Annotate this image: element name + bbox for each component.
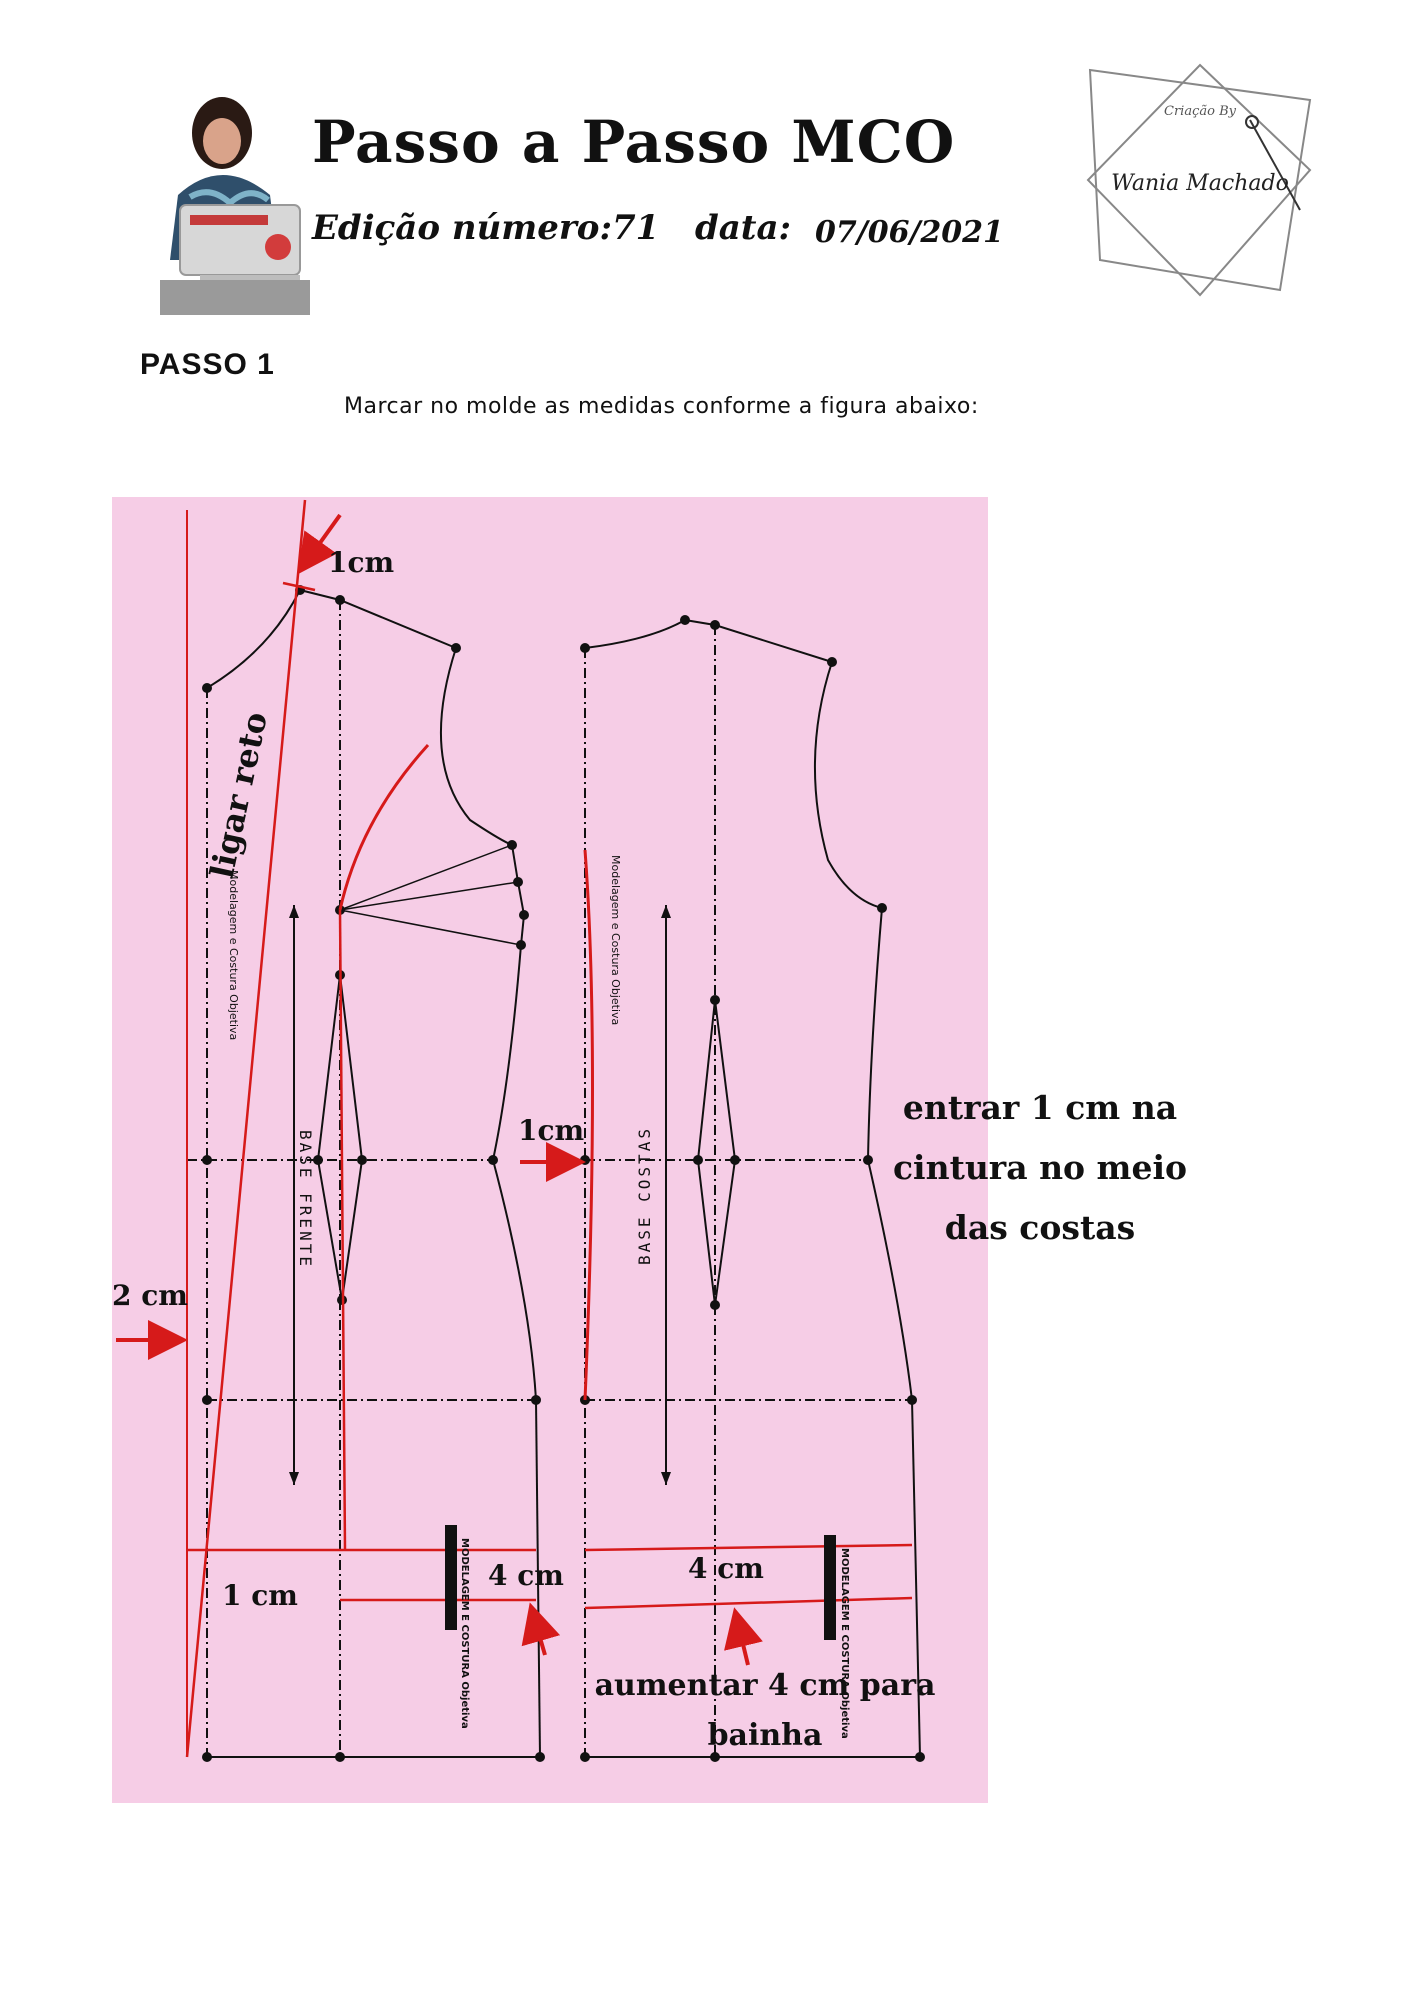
label-bottom-1cm: 1 cm [222,1579,298,1612]
ruler-front [445,1525,457,1630]
step-instruction: Marcar no molde as medidas conforme a figura abaixo: [344,394,979,419]
edition-number: 71 [612,208,660,248]
ruler-back [824,1535,836,1640]
date-value: 07/06/2021 [815,215,1004,250]
front-piece-label: BASE FRENTE [296,1130,315,1269]
edition-label: Edição número: [312,208,613,248]
label-waist-back-1cm: 1cm [518,1114,585,1147]
front-side-seam [493,945,536,1400]
back-neckline [585,620,685,648]
date-label: data: [695,208,792,248]
side-note-line-3: das costas [944,1208,1136,1247]
arrow-hem-back [736,1615,748,1665]
logo-top-text: Criação By [1164,104,1236,119]
back-armhole [815,662,882,908]
label-hem-front-4cm: 4 cm [488,1559,564,1592]
page-title: Passo a Passo MCO [312,108,956,176]
label-shoulder-1cm: 1cm [328,546,395,579]
label-hem-note-2: bainha [707,1718,823,1753]
step-label: PASSO 1 [140,348,275,381]
label-hem-back-4cm: 4 cm [688,1552,764,1585]
ruler-text-front: MODELAGEM E COSTURA Objetiva [459,1538,470,1729]
ligar-reto-label: ligar reto [202,708,275,882]
label-hem-note-1: aumentar 4 cm para [594,1668,936,1703]
label-2cm: 2 cm [112,1279,188,1312]
front-shoulder [300,590,456,648]
side-note [870,1078,1210,1258]
side-note-line-2: cintura no meio [892,1148,1188,1187]
front-neckline [207,590,300,688]
back-shoulder [685,620,832,662]
back-piece-label: BASE COSTAS [635,1126,654,1265]
front-armhole [441,648,512,845]
back-watermark: Modelagem e Costura Objetiva [609,855,622,1026]
logo-name: Wania Machado [1111,171,1289,196]
ruler-text-back: MODELAGEM E COSTURA Objetiva [839,1548,850,1739]
front-watermark: Modelagem e Costura Objetiva [227,870,240,1041]
side-note-line-1: entrar 1 cm na [902,1088,1178,1127]
